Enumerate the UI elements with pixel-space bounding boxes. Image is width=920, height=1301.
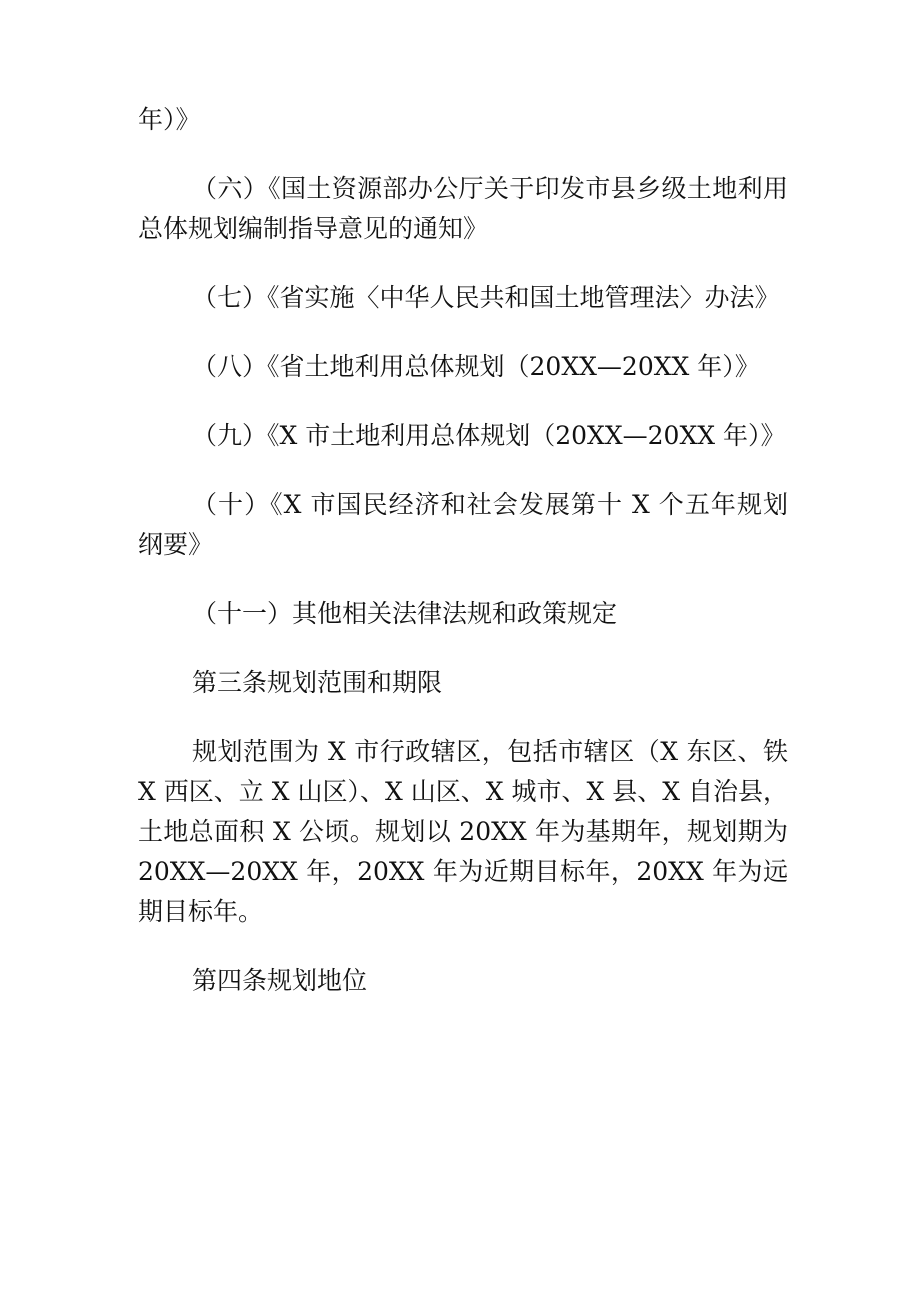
paragraph-item-6: （六）《国土资源部办公厅关于印发市县乡级土地利用总体规划编制指导意见的通知》 [138, 174, 788, 243]
paragraph-item-9: （九）《X 市土地利用总体规划（20XX—20XX 年）》 [192, 421, 786, 450]
paragraph-item-7: （七）《省实施〈中华人民共和国土地管理法〉办法》 [192, 283, 780, 312]
paragraph-item-8: （八）《省土地利用总体规划（20XX—20XX 年）》 [192, 352, 760, 381]
article-3-heading: 第三条规划范围和期限 [192, 668, 443, 697]
paragraph-item-11: （十一）其他相关法律法规和政策规定 [192, 599, 618, 628]
paragraph-item-10: （十）《X 市国民经济和社会发展第十 X 个五年规划纲要》 [138, 490, 788, 559]
paragraph-planning-scope: 规划范围为 X 市行政辖区，包括市辖区（X 东区、铁 X 西区、立 X 山区）、X 山区、X 城市、X 县、X 自治县，土地总面积 X 公顷。规划以 20XX 年为基期年，规划期为 20XX—20XX 年，20XX 年为近期目标年，20XX 年为远期目标年。 [138, 737, 788, 926]
document-body [138, 100, 788, 1001]
article-4-heading: 第四条规划地位 [192, 966, 368, 995]
paragraph-continuation: 年）》 [138, 105, 201, 134]
